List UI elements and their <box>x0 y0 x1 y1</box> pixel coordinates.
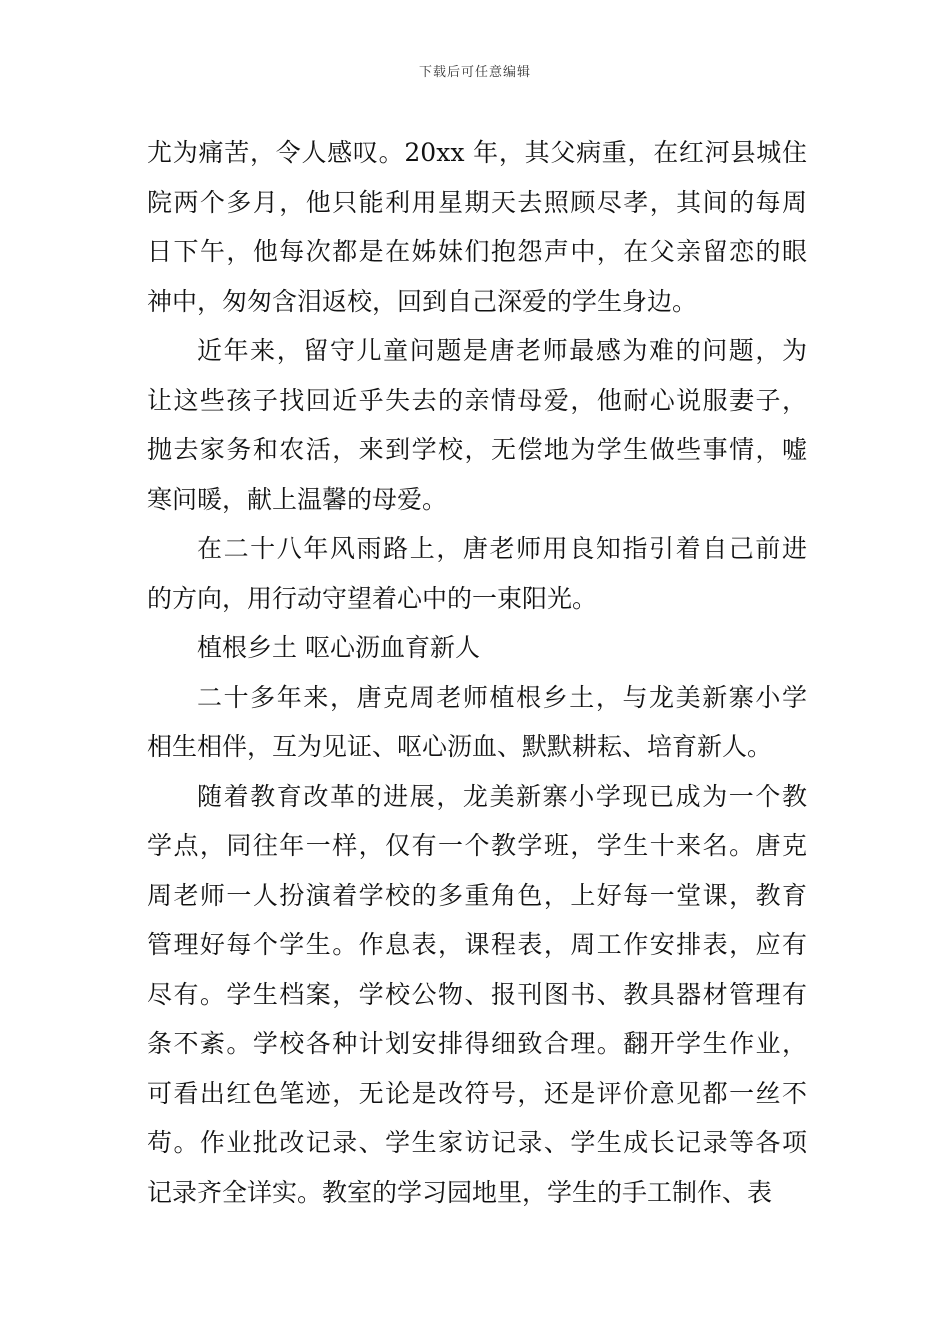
text-line: 可看出红色笔迹，无论是改符号，还是评价意见都一丝不 <box>147 1078 807 1108</box>
paragraph <box>147 524 807 623</box>
text-line: 的方向，用行动守望着心中的一束阳光。 <box>147 583 598 613</box>
text-line: 随着教育改革的进展，龙美新寨小学现已成为一个教 <box>197 781 807 811</box>
paragraph <box>147 623 807 673</box>
text-line: 记录齐全详实。教室的学习园地里，学生的手工制作、表 <box>147 1177 773 1207</box>
text-line: 植根乡土 呕心沥血育新人 <box>197 633 480 662</box>
text-line: 学点，同往年一样，仅有一个教学班，学生十来名。唐克 <box>147 831 807 860</box>
page-header: 下载后可任意编辑 <box>418 65 531 80</box>
text-line: 神中，匆匆含泪返校，回到自己深爱的学生身边。 <box>147 286 698 316</box>
text-line: 相生相伴，互为见证、呕心沥血、默默耕耘、培育新人。 <box>147 732 773 761</box>
paragraph <box>147 326 807 524</box>
text-line: 尤为痛苦，令人感叹。20xx 年，其父病重，在红河县城住 <box>147 138 807 167</box>
paragraph <box>147 772 807 1218</box>
paragraph <box>147 128 807 326</box>
text-line: 寒问暖，献上温馨的母爱。 <box>147 484 448 514</box>
text-line: 院两个多月，他只能利用星期天去照顾尽孝，其间的每周 <box>147 187 807 217</box>
text-line: 让这些孩子找回近乎失去的亲情母爱，他耐心说服妻子， <box>147 385 807 415</box>
text-line: 周老师一人扮演着学校的多重角色，上好每一堂课，教育 <box>147 880 807 910</box>
text-line: 二十多年来，唐克周老师植根乡土，与龙美新寨小学 <box>197 682 807 712</box>
document-body <box>147 128 807 1217</box>
text-line: 苟。作业批改记录、学生家访记录、学生成长记录等各项 <box>147 1128 807 1157</box>
text-line: 日下午，他每次都是在姊妹们抱怨声中，在父亲留恋的眼 <box>147 237 807 266</box>
text-line: 尽有。学生档案，学校公物、报刊图书、教具器材管理有 <box>147 979 807 1009</box>
text-line: 在二十八年风雨路上，唐老师用良知指引着自己前进 <box>197 534 807 563</box>
text-line: 管理好每个学生。作息表，课程表，周工作安排表，应有 <box>147 930 807 959</box>
paragraph <box>147 673 807 772</box>
text-line: 近年来，留守儿童问题是唐老师最感为难的问题，为 <box>197 336 807 365</box>
text-line: 抛去家务和农活，来到学校，无偿地为学生做些事情，嘘 <box>147 435 807 464</box>
text-line: 条不紊。学校各种计划安排得细致合理。翻开学生作业， <box>147 1029 807 1058</box>
